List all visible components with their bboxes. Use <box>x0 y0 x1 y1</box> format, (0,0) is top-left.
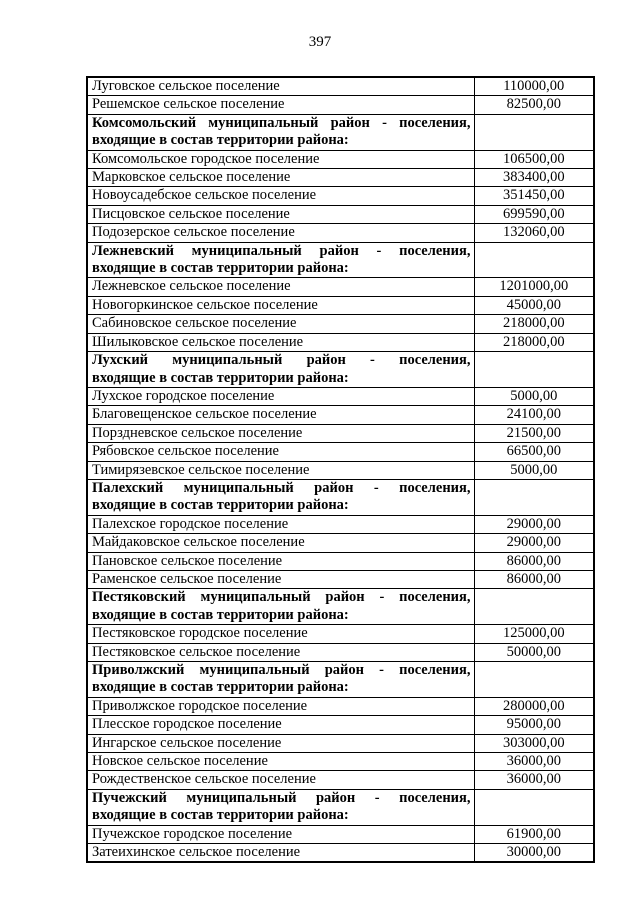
table-row <box>87 224 594 242</box>
settlement-name-cell: Луговское сельское поселение <box>87 77 474 96</box>
table-row <box>87 844 594 863</box>
table-row <box>87 716 594 734</box>
section-title-line2: входящие в состав территории района: <box>92 369 349 386</box>
amount-cell: 29000,00 <box>474 534 594 552</box>
table-row <box>87 625 594 643</box>
settlement-name-cell: Приволжское городское поселение <box>87 697 474 715</box>
settlement-name-cell: Плесское городское поселение <box>87 716 474 734</box>
table-row <box>87 424 594 442</box>
settlement-name-cell: Решемское сельское поселение <box>87 96 474 114</box>
amount-cell: 125000,00 <box>474 625 594 643</box>
section-title-line2: входящие в состав территории района: <box>92 260 349 277</box>
amount-cell: 86000,00 <box>474 570 594 588</box>
settlement-name-cell: Новоусадебское сельское поселение <box>87 187 474 205</box>
table-row <box>87 406 594 424</box>
amount-cell: 110000,00 <box>474 77 594 96</box>
amount-cell: 36000,00 <box>474 771 594 789</box>
settlement-name-cell: Подозерское сельское поселение <box>87 224 474 242</box>
amount-cell: 82500,00 <box>474 96 594 114</box>
amount-cell: 30000,00 <box>474 844 594 863</box>
amount-cell <box>474 242 594 278</box>
settlement-name-cell: Новогоркинское сельское поселение <box>87 296 474 314</box>
amount-cell <box>474 789 594 825</box>
section-title-cell <box>87 352 474 388</box>
section-title-line1: Палехский муниципальный район - поселения, <box>92 479 471 496</box>
settlement-name-cell: Ингарское сельское поселение <box>87 734 474 752</box>
table-row <box>87 570 594 588</box>
section-title-cell <box>87 662 474 698</box>
amount-cell <box>474 589 594 625</box>
amount-cell: 36000,00 <box>474 753 594 771</box>
settlement-name-cell: Марковское сельское поселение <box>87 169 474 187</box>
settlement-name-cell: Порздневское сельское поселение <box>87 424 474 442</box>
section-header-row <box>87 352 594 388</box>
settlement-name-cell: Майдаковское сельское поселение <box>87 534 474 552</box>
table-body <box>87 77 594 862</box>
section-header-row <box>87 789 594 825</box>
settlement-name-cell: Комсомольское городское поселение <box>87 150 474 168</box>
settlement-name-cell: Рябовское сельское поселение <box>87 443 474 461</box>
amount-cell: 61900,00 <box>474 825 594 843</box>
table-row <box>87 515 594 533</box>
table-row <box>87 552 594 570</box>
section-title-line1: Лухский муниципальный район - поселения, <box>92 352 471 369</box>
settlement-name-cell: Пановское сельское поселение <box>87 552 474 570</box>
table-row <box>87 296 594 314</box>
amount-cell <box>474 662 594 698</box>
section-header-row <box>87 114 594 150</box>
settlement-name-cell: Тимирязевское сельское поселение <box>87 461 474 479</box>
table-row <box>87 443 594 461</box>
section-header-row <box>87 479 594 515</box>
settlement-name-cell: Пестяковское городское поселение <box>87 625 474 643</box>
amount-cell: 351450,00 <box>474 187 594 205</box>
table-row <box>87 96 594 114</box>
section-title-line2: входящие в состав территории района: <box>92 606 349 623</box>
amount-cell: 699590,00 <box>474 205 594 223</box>
settlement-name-cell: Сабиновское сельское поселение <box>87 315 474 333</box>
amount-cell: 66500,00 <box>474 443 594 461</box>
table-row <box>87 77 594 96</box>
amount-cell: 1201000,00 <box>474 278 594 296</box>
amount-cell: 383400,00 <box>474 169 594 187</box>
amount-cell: 5000,00 <box>474 387 594 405</box>
section-title-line2: входящие в состав территории района: <box>92 497 349 514</box>
settlement-name-cell: Затеихинское сельское поселение <box>87 844 474 863</box>
table-row <box>87 315 594 333</box>
section-title-cell <box>87 242 474 278</box>
amount-cell: 303000,00 <box>474 734 594 752</box>
section-title-line1: Пестяковский муниципальный район - поселения, <box>92 589 471 606</box>
settlement-name-cell: Пестяковское сельское поселение <box>87 643 474 661</box>
settlement-name-cell: Раменское сельское поселение <box>87 570 474 588</box>
settlements-amounts-table <box>86 76 595 863</box>
amount-cell: 106500,00 <box>474 150 594 168</box>
section-title-line1: Комсомольский муниципальный район - поселения, <box>92 114 471 131</box>
table-row <box>87 825 594 843</box>
settlement-name-cell: Благовещенское сельское поселение <box>87 406 474 424</box>
settlement-name-cell: Пучежское городское поселение <box>87 825 474 843</box>
section-header-row <box>87 589 594 625</box>
table-row <box>87 697 594 715</box>
settlement-name-cell: Рождественское сельское поселение <box>87 771 474 789</box>
section-title-line2: входящие в состав территории района: <box>92 679 349 696</box>
section-header-row <box>87 662 594 698</box>
table-row <box>87 278 594 296</box>
amount-cell: 5000,00 <box>474 461 594 479</box>
section-title-line2: входящие в состав территории района: <box>92 132 349 149</box>
section-title-cell <box>87 114 474 150</box>
amount-cell: 86000,00 <box>474 552 594 570</box>
settlement-name-cell: Лухское городское поселение <box>87 387 474 405</box>
table-row <box>87 734 594 752</box>
settlement-name-cell: Шилыковское сельское поселение <box>87 333 474 351</box>
amount-cell: 218000,00 <box>474 315 594 333</box>
amount-cell <box>474 352 594 388</box>
amount-cell: 280000,00 <box>474 697 594 715</box>
amount-cell: 132060,00 <box>474 224 594 242</box>
section-title-cell <box>87 589 474 625</box>
settlement-name-cell: Новское сельское поселение <box>87 753 474 771</box>
table-row <box>87 205 594 223</box>
settlement-name-cell: Писцовское сельское поселение <box>87 205 474 223</box>
section-title-cell <box>87 789 474 825</box>
amount-cell <box>474 479 594 515</box>
amount-cell: 45000,00 <box>474 296 594 314</box>
section-title-line1: Пучежский муниципальный район - поселения, <box>92 789 471 806</box>
table-row <box>87 461 594 479</box>
table-row <box>87 771 594 789</box>
section-title-line1: Приволжский муниципальный район - поселения, <box>92 662 471 678</box>
section-title-cell <box>87 479 474 515</box>
amount-cell: 21500,00 <box>474 424 594 442</box>
settlement-name-cell: Лежневское сельское поселение <box>87 278 474 296</box>
settlement-name-cell: Палехское городское поселение <box>87 515 474 533</box>
amount-cell: 218000,00 <box>474 333 594 351</box>
amount-cell: 29000,00 <box>474 515 594 533</box>
amount-cell: 95000,00 <box>474 716 594 734</box>
amount-cell <box>474 114 594 150</box>
section-title-line2: входящие в состав территории района: <box>92 807 349 824</box>
table-row <box>87 387 594 405</box>
table-row <box>87 150 594 168</box>
table-row <box>87 753 594 771</box>
section-header-row <box>87 242 594 278</box>
table-row <box>87 333 594 351</box>
table-row <box>87 169 594 187</box>
table-row <box>87 187 594 205</box>
table-row <box>87 534 594 552</box>
amount-cell: 24100,00 <box>474 406 594 424</box>
amount-cell: 50000,00 <box>474 643 594 661</box>
section-title-line1: Лежневский муниципальный район - поселения, <box>92 242 471 259</box>
table-row <box>87 643 594 661</box>
page-number: 397 <box>308 34 332 50</box>
